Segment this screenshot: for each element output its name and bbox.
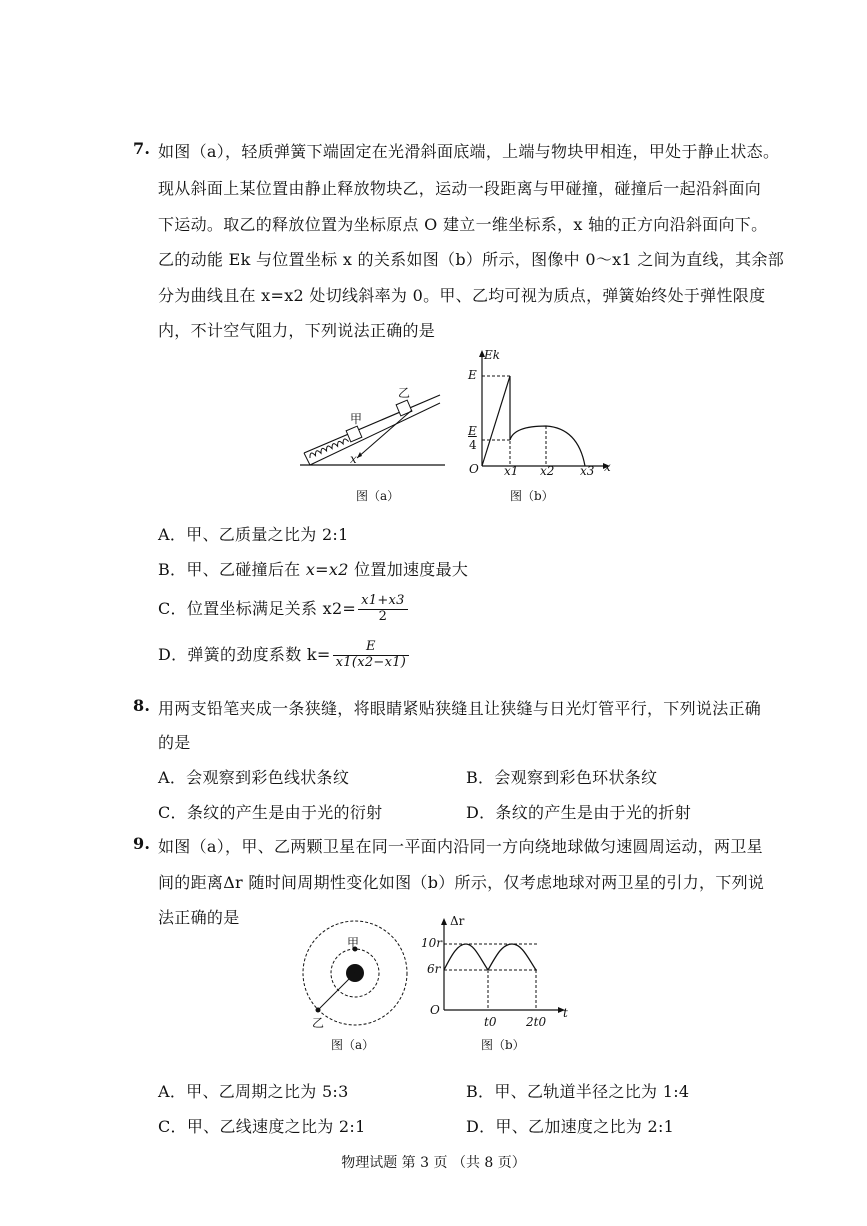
origin-label: O [469, 462, 479, 476]
option-c: C．条纹的产生是由于光的衍射 [158, 803, 383, 822]
x-axis-label: x [604, 460, 611, 474]
figure-caption: 图（a） [356, 489, 400, 503]
figure-caption: 图（a） [331, 1038, 375, 1052]
question-text-line: 乙的动能 Ek 与位置坐标 x 的关系如图（b）所示，图像中 0～x1 之间为直线，其余部 [158, 250, 785, 269]
figure-caption: 图（b） [510, 489, 554, 503]
option-b: B．会观察到彩色环状条纹 [466, 768, 658, 787]
label-yi: 乙 [398, 386, 411, 400]
option-b [158, 557, 468, 580]
ek-x-graph [472, 348, 622, 473]
fraction-numerator: x1+x3 [358, 594, 408, 610]
x-tick-x1: x1 [504, 464, 519, 478]
label-yi: 乙 [312, 1016, 325, 1030]
y-tick-e: E [468, 368, 477, 382]
option-d-fraction [333, 640, 410, 671]
option-b-text: B．甲、乙碰撞后在 [158, 560, 306, 579]
delta-r-graph [440, 918, 580, 1018]
label-jia: 甲 [347, 936, 360, 950]
option-d: D．条纹的产生是由于光的折射 [466, 803, 692, 822]
question-number: 8. [133, 696, 151, 715]
question-text-line: 内，不计空气阻力，下列说法正确的是 [158, 321, 436, 340]
y-tick-6r: 6r [427, 962, 441, 976]
fraction-denominator: x1(x2−x1) [335, 654, 407, 670]
fraction-denominator: 2 [378, 608, 388, 624]
option-b: B．甲、乙轨道半径之比为 1:4 [466, 1082, 690, 1101]
fraction-numerator: E [333, 640, 410, 656]
option-b-math: x=x2 [305, 560, 349, 579]
option-b-text-end: 位置加速度最大 [348, 560, 469, 579]
question-text-line: 的是 [158, 733, 191, 752]
question-text-line: 分为曲线且在 x=x2 处切线斜率为 0。甲、乙均可视为质点，弹簧始终处于弹性限度 [158, 286, 766, 305]
option-a: A．甲、乙周期之比为 5:3 [158, 1082, 349, 1101]
question-text-line: 现从斜面上某位置由静止释放物块乙，运动一段距离与甲碰撞，碰撞后一起沿斜面向 [158, 179, 762, 198]
option-a: A．甲、乙质量之比为 2:1 [158, 525, 349, 544]
label-x: x [350, 452, 357, 466]
x-tick-2t0: 2t0 [526, 1015, 547, 1029]
option-c: C．甲、乙线速度之比为 2:1 [158, 1117, 366, 1136]
incline-diagram [300, 365, 460, 485]
label-jia: 甲 [350, 412, 363, 426]
y-axis-label: Δr [450, 914, 465, 928]
option-c-text: C．位置坐标满足关系 x2= [158, 598, 357, 618]
question-text-line: 法正确的是 [158, 908, 240, 927]
page-footer: 物理试题 第 3 页 （共 8 页） [341, 1155, 526, 1171]
question-number: 9. [133, 834, 151, 853]
figure-caption: 图（b） [481, 1038, 525, 1052]
x-tick-x2: x2 [540, 464, 555, 478]
question-number: 7. [133, 139, 151, 158]
y-tick-e-over-4-den: 4 [469, 438, 477, 452]
origin-label: O [430, 1003, 440, 1017]
question-text-line: 如图（a），轻质弹簧下端固定在光滑斜面底端，上端与物块甲相连，甲处于静止状态。 [158, 142, 780, 161]
y-tick-e-over-4-num: E [468, 424, 477, 438]
x-tick-x3: x3 [580, 464, 595, 478]
y-tick-10r: 10r [421, 936, 443, 950]
question-text-line: 用两支铅笔夹成一条狭缝，将眼睛紧贴狭缝且让狭缝与日光灯管平行，下列说法正确 [158, 699, 762, 718]
option-d: D．甲、乙加速度之比为 2:1 [466, 1117, 675, 1136]
option-d [158, 640, 409, 671]
question-text-line: 如图（a），甲、乙两颗卫星在同一平面内沿同一方向绕地球做匀速圆周运动，两卫星 [158, 837, 763, 856]
option-c-fraction [358, 594, 408, 625]
y-axis-label: Ek [484, 348, 501, 362]
question-text-line: 下运动。取乙的释放位置为坐标原点 O 建立一维坐标系，x 轴的正方向沿斜面向下。 [158, 215, 768, 234]
question-text-line: 间的距离Δr 随时间周期性变化如图（b）所示，仅考虑地球对两卫星的引力，下列说 [158, 873, 765, 892]
option-c [158, 594, 408, 625]
option-a: A．会观察到彩色线状条纹 [158, 768, 350, 787]
x-axis-label: t [563, 1006, 568, 1020]
option-d-text: D．弹簧的劲度系数 k= [158, 644, 331, 664]
x-tick-t0: t0 [484, 1015, 497, 1029]
